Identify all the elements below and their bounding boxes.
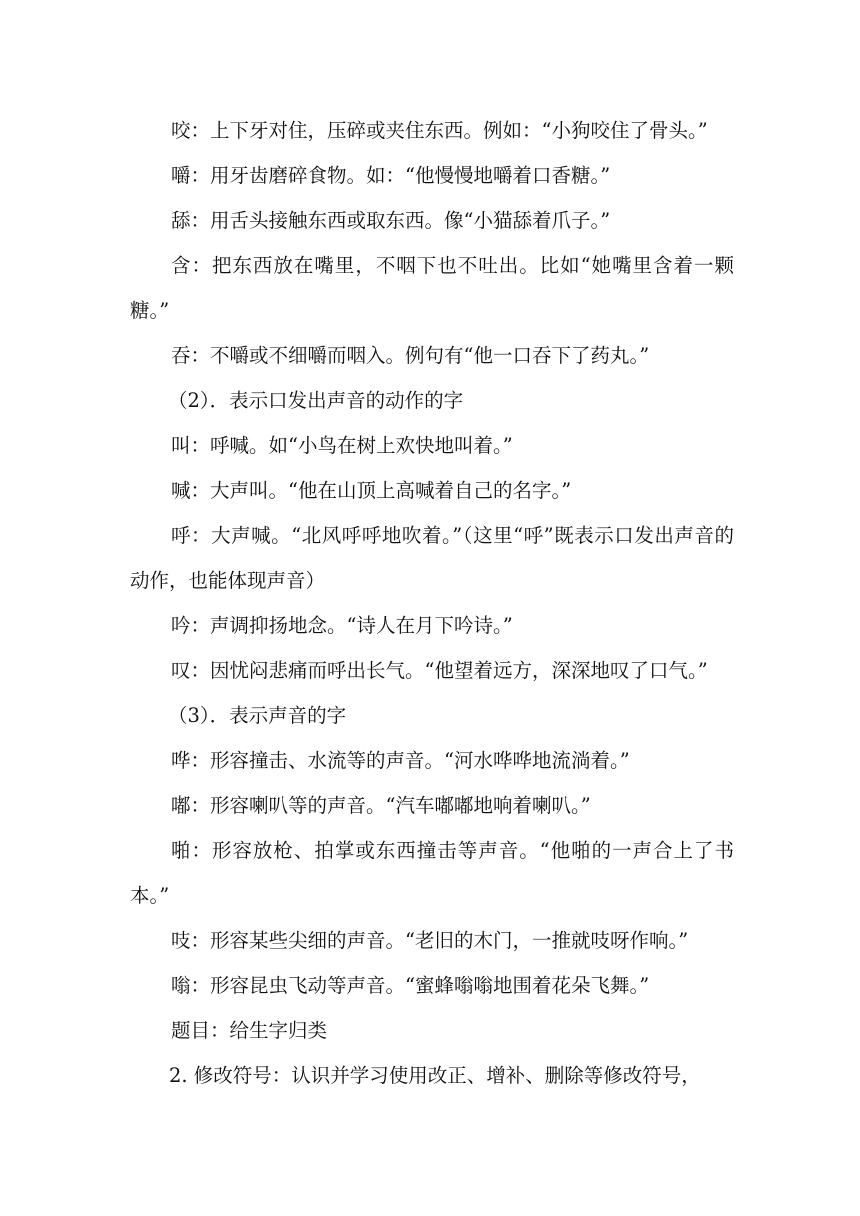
document-body [130,108,734,1098]
paragraph-item-2-revision-marks: 2. 修改符号：认识并学习使用改正、增补、删除等修改符号， [169,1064,701,1087]
paragraph-jiao-call: 叫：呼喊。如“小鸟在树上欢快地叫着。” [171,434,513,457]
paragraph-zhi: 吱：形容某些尖细的声音。“老旧的木门，一推就吱呀作响。” [171,929,689,952]
paragraph-tun: 吞：不嚼或不细嚼而咽入。例句有“他一口吞下了药丸。” [171,344,650,367]
paragraph-du: 嘟：形容喇叭等的声音。“汽车嘟嘟地响着喇叭。” [171,794,591,817]
paragraph-hua: 哗：形容撞击、水流等的声音。“河水哗哗地流淌着。” [171,749,630,772]
paragraph-tian: 舔：用舌头接触东西或取东西。像“小猫舔着爪子。” [171,209,611,232]
section-heading-mouth-sound-actions: （2）．表示口发出声音的动作的字 [168,389,464,412]
paragraph-tan: 叹：因忧闷悲痛而呼出长气。“他望着远方，深深地叹了口气。” [171,659,708,682]
paragraph-hu: 呼：大声喊。“北风呼呼地吹着。”（这里“呼”既表示口发出声音的动作，也能体现声音） [130,524,734,592]
paragraph-yao: 咬：上下牙对住，压碎或夹住东西。例如：“小狗咬住了骨头。” [171,119,708,142]
paragraph-topic: 题目：给生字归类 [171,1019,328,1042]
paragraph-weng: 嗡：形容昆虫飞动等声音。“蜜蜂嗡嗡地围着花朵飞舞。” [171,974,650,997]
paragraph-pa: 啪：形容放枪、拍掌或东西撞击等声音。“他啪的一声合上了书本。” [130,839,734,907]
paragraph-yin: 吟：声调抑扬地念。“诗人在月下吟诗。” [171,614,513,637]
paragraph-han-shout: 喊：大声叫。“他在山顶上高喊着自己的名字。” [171,479,572,502]
paragraph-jiao: 嚼：用牙齿磨碎食物。如：“他慢慢地嚼着口香糖。” [171,164,611,187]
paragraph-han: 含：把东西放在嘴里，不咽下也不吐出。比如“她嘴里含着一颗糖。” [130,254,734,322]
section-heading-sound-words: （3）．表示声音的字 [168,704,347,727]
